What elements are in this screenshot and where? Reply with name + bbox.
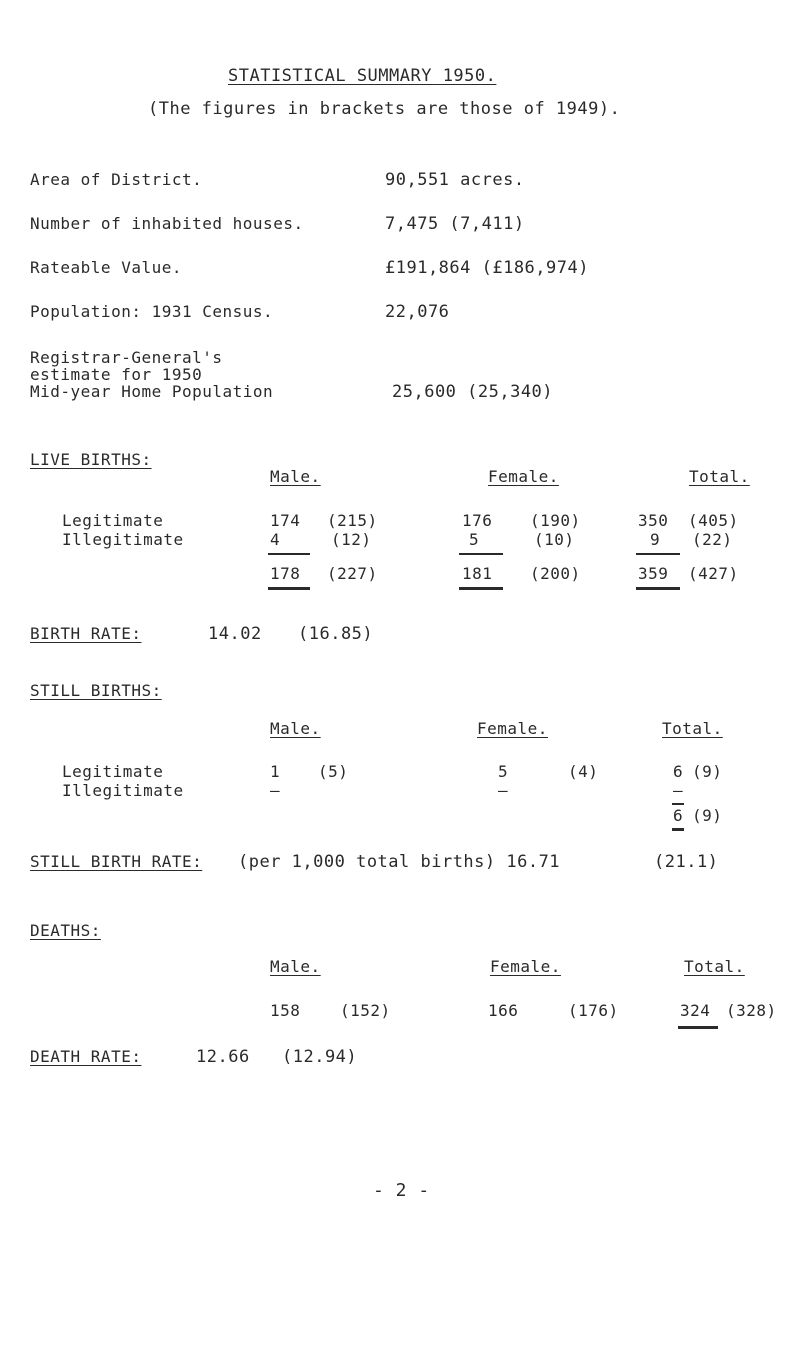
birth-rate-prev: (16.85) — [298, 624, 374, 644]
still-birth-rate-prev: (21.1) — [654, 852, 719, 872]
summary-label: Number of inhabited houses. — [30, 214, 304, 233]
summary-label: Rateable Value. — [30, 258, 182, 277]
cell-value: – — [673, 781, 684, 800]
cell-total: 359 — [638, 564, 669, 583]
section-heading-deaths: DEATHS: — [30, 921, 101, 940]
sum-rule — [672, 803, 684, 805]
total-rule — [636, 587, 680, 590]
summary-value: 22,076 — [385, 302, 450, 322]
section-heading-live-births: LIVE BIRTHS: — [30, 450, 152, 469]
cell-value: 6 — [673, 762, 684, 781]
total-rule — [268, 587, 310, 590]
cell-value: (9) — [692, 762, 723, 781]
row-label: Legitimate — [62, 762, 164, 781]
cell-total: (227) — [327, 564, 378, 583]
death-rate-label: DEATH RATE: — [30, 1047, 142, 1066]
estimate-label: Mid-year Home Population — [30, 382, 274, 401]
cell-total: 178 — [270, 564, 301, 583]
col-header-total: Total. — [684, 957, 745, 976]
summary-label: Area of District. — [30, 170, 203, 189]
col-header-male: Male. — [270, 719, 321, 738]
summary-label: Population: 1931 Census. — [30, 302, 274, 321]
col-header-male: Male. — [270, 957, 321, 976]
cell-total: (9) — [692, 806, 723, 825]
page-number: - 2 - — [373, 1180, 430, 1201]
cell-value: (4) — [568, 762, 599, 781]
cell-value: 176 — [462, 511, 493, 530]
death-rate-prev: (12.94) — [282, 1047, 358, 1067]
cell-value: (405) — [688, 511, 739, 530]
cell-value: (190) — [530, 511, 581, 530]
total-rule — [672, 828, 684, 831]
cell-total: (328) — [726, 1001, 777, 1020]
sum-rule — [459, 553, 503, 555]
page-title: STATISTICAL SUMMARY 1950. — [228, 66, 497, 86]
estimate-label: estimate for 1950 — [30, 365, 203, 384]
cell-total: (200) — [530, 564, 581, 583]
col-header-female: Female. — [490, 957, 561, 976]
birth-rate-label: BIRTH RATE: — [30, 624, 142, 643]
cell-value: (176) — [568, 1001, 619, 1020]
row-label: Illegitimate — [62, 781, 184, 800]
cell-value: – — [270, 781, 281, 800]
cell-total: (427) — [688, 564, 739, 583]
cell-total: 6 — [673, 806, 684, 825]
cell-value: – — [498, 781, 509, 800]
total-rule — [459, 587, 503, 590]
summary-value: 7,475 (7,411) — [385, 214, 525, 234]
summary-value: 90,551 acres. — [385, 170, 525, 190]
still-birth-rate-label: STILL BIRTH RATE: — [30, 852, 203, 871]
cell-value: (12) — [331, 530, 372, 549]
col-header-female: Female. — [488, 467, 559, 486]
death-rate-value: 12.66 — [196, 1047, 250, 1067]
col-header-total: Total. — [689, 467, 750, 486]
cell-value: 4 — [270, 530, 281, 549]
cell-value: 350 — [638, 511, 669, 530]
page-subtitle: (The figures in brackets are those of 1949). — [148, 99, 621, 119]
cell-total: 181 — [462, 564, 493, 583]
birth-rate-value: 14.02 — [208, 624, 262, 644]
cell-total: 324 — [680, 1001, 711, 1020]
row-label: Legitimate — [62, 511, 164, 530]
total-rule — [678, 1026, 718, 1029]
cell-value: (152) — [340, 1001, 391, 1020]
estimate-label: Registrar-General's — [30, 348, 223, 367]
col-header-total: Total. — [662, 719, 723, 738]
section-heading-still-births: STILL BIRTHS: — [30, 681, 162, 700]
cell-value: 158 — [270, 1001, 301, 1020]
cell-value: 9 — [650, 530, 661, 549]
cell-value: (5) — [318, 762, 349, 781]
col-header-female: Female. — [477, 719, 548, 738]
cell-value: 166 — [488, 1001, 519, 1020]
cell-value: 5 — [469, 530, 480, 549]
sum-rule — [268, 553, 310, 555]
cell-value: (215) — [327, 511, 378, 530]
cell-value: 5 — [498, 762, 509, 781]
estimate-value: 25,600 (25,340) — [392, 382, 554, 402]
cell-value: (10) — [534, 530, 575, 549]
row-label: Illegitimate — [62, 530, 184, 549]
col-header-male: Male. — [270, 467, 321, 486]
still-birth-rate-value: (per 1,000 total births) 16.71 — [238, 852, 561, 872]
cell-value: 1 — [270, 762, 281, 781]
summary-value: £191,864 (£186,974) — [385, 258, 589, 278]
cell-value: 174 — [270, 511, 301, 530]
cell-value: (22) — [692, 530, 733, 549]
sum-rule — [636, 553, 680, 555]
